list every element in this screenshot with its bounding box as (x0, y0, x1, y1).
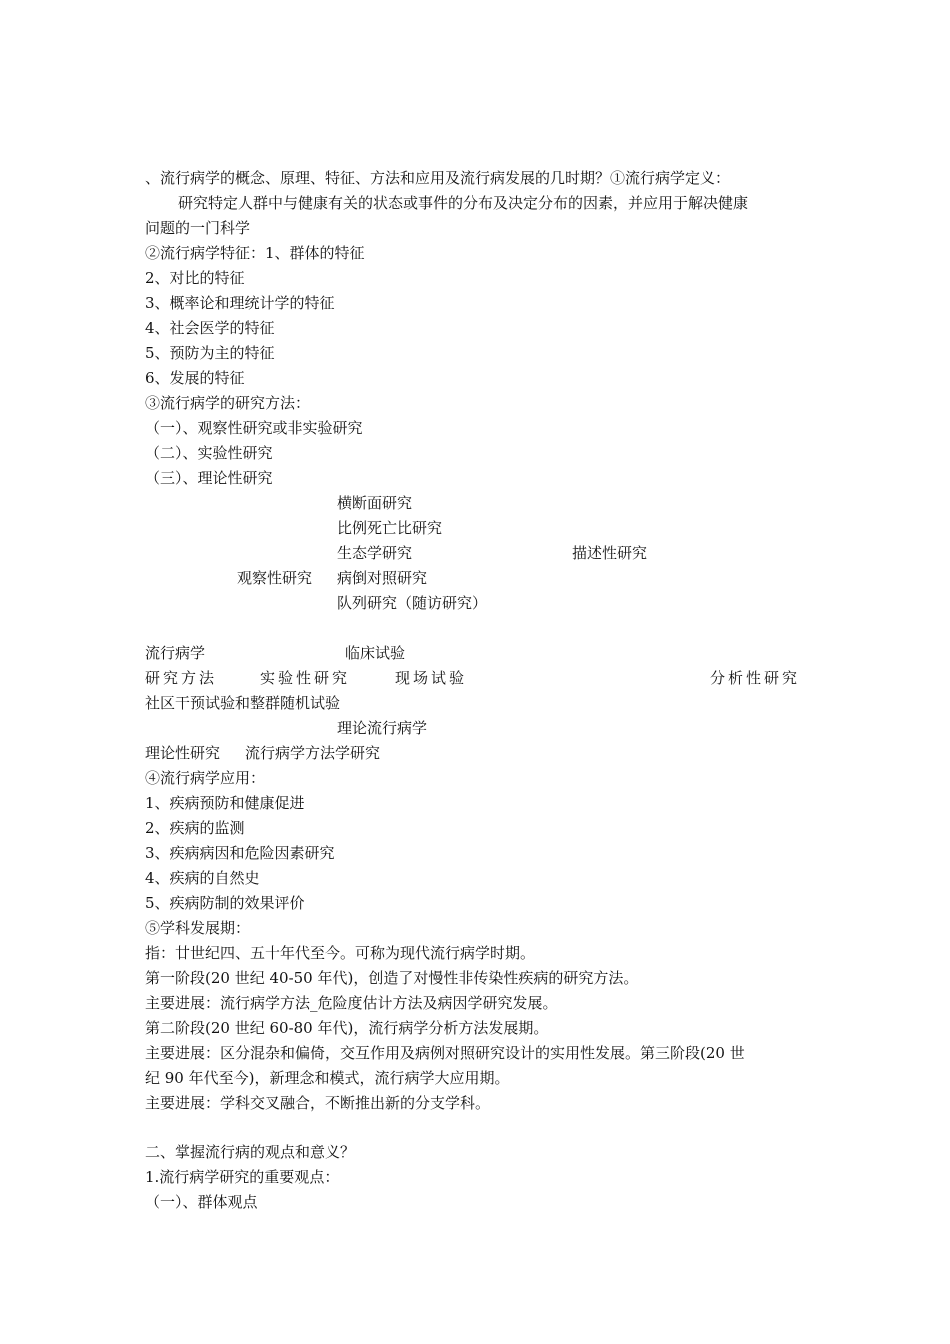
diagram-theoretical-epi: 理论流行病学 (337, 719, 428, 737)
question-heading: 、流行病学的概念、原理、特征、方法和应用及流行病发展的几时期？①流行病学定义： (145, 169, 731, 187)
diagram-cross-sectional: 横断面研究 (337, 494, 413, 512)
feature-item: 4、社会医学的特征 (145, 319, 275, 337)
applications-heading: ④流行病学应用： (145, 769, 266, 787)
feature-item: 3、概率论和理统计学的特征 (145, 294, 335, 312)
diagram-descriptive: 描述性研究 (572, 544, 648, 562)
method-item: （二）、实验性研究 (145, 444, 273, 462)
feature-item: 2、对比的特征 (145, 269, 245, 287)
periods-heading: ⑤学科发展期： (145, 919, 251, 937)
diagram-epidemiology: 流行病学 (145, 644, 206, 662)
method-item: （三）、理论性研究 (145, 469, 273, 487)
application-item: 3、疾病病因和危险因素研究 (145, 844, 335, 862)
period-line: 指：廿世纪四、五十年代至今。可称为现代流行病学时期。 (145, 944, 536, 962)
method-item: （一）、观察性研究或非实验研究 (145, 419, 363, 437)
diagram-theoretical: 理论性研究 (145, 744, 221, 762)
application-item: 5、疾病防制的效果评价 (145, 894, 305, 912)
diagram-ecological: 生态学研究 (337, 544, 413, 562)
diagram-research-methods: 研究方法 (145, 669, 218, 687)
definition-line-2: 问题的一门科学 (145, 219, 251, 237)
diagram-experimental: 实验性研究 (260, 669, 351, 687)
diagram-case-control: 病倒对照研究 (337, 569, 428, 587)
section2-item: （一）、群体观点 (145, 1193, 258, 1211)
period-line: 主要进展：流行病学方法_危险度估计方法及病因学研究发展。 (145, 994, 558, 1012)
period-line: 第二阶段(20 世纪 60-80 年代)，流行病学分析方法发展期。 (145, 1019, 549, 1037)
period-line: 第一阶段(20 世纪 40-50 年代)，创造了对慢性非传染性疾病的研究方法。 (145, 969, 639, 987)
section2-heading: 二、掌握流行病的观点和意义？ (145, 1143, 356, 1161)
period-line: 纪 90 年代至今)，新理念和模式，流行病学大应用期。 (145, 1069, 510, 1087)
diagram-methodology: 流行病学方法学研究 (245, 744, 381, 762)
application-item: 1、疾病预防和健康促进 (145, 794, 305, 812)
section2-subheading: 1.流行病学研究的重要观点： (145, 1168, 340, 1186)
feature-item: 5、预防为主的特征 (145, 344, 275, 362)
feature-item: 6、发展的特征 (145, 369, 245, 387)
diagram-field-trial: 现场试验 (395, 669, 468, 687)
application-item: 4、疾病的自然史 (145, 869, 260, 887)
period-line: 主要进展：学科交叉融合，不断推出新的分支学科。 (145, 1094, 491, 1112)
diagram-clinical-trial: 临床试验 (345, 644, 406, 662)
diagram-proportional-mortality: 比例死亡比研究 (337, 519, 443, 537)
application-item: 2、疾病的监测 (145, 819, 245, 837)
definition-line-1: 研究特定人群中与健康有关的状态或事件的分布及决定分布的因素，并应用于解决健康 (178, 194, 749, 212)
diagram-cohort: 队列研究（随访研究） (337, 594, 488, 612)
period-line: 主要进展：区分混杂和偏倚，交互作用及病例对照研究设计的实用性发展。第三阶段(20 世 (145, 1044, 745, 1062)
diagram-observational: 观察性研究 (237, 569, 313, 587)
methods-heading: ③流行病学的研究方法： (145, 394, 311, 412)
diagram-community-trial: 社区干预试验和整群随机试验 (145, 694, 341, 712)
diagram-analytical: 分析性研究 (710, 669, 801, 687)
features-heading: ②流行病学特征：1、群体的特征 (145, 244, 365, 262)
